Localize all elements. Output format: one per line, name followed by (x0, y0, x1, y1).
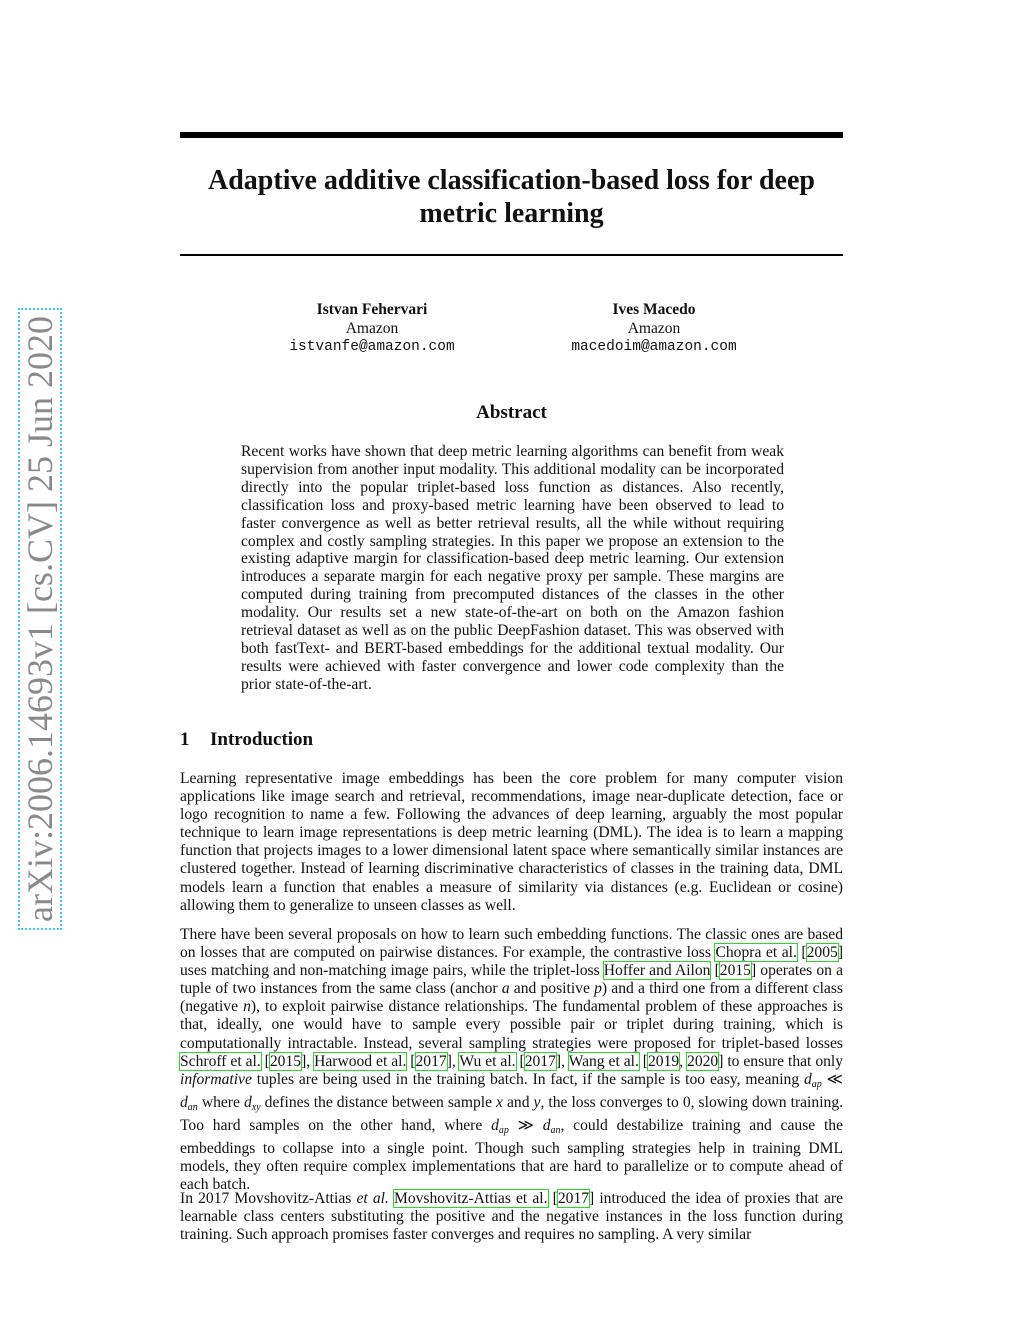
section-title: Introduction (210, 729, 314, 750)
author-name: Ives Macedo (612, 301, 696, 318)
author-1 (232, 300, 512, 357)
citation-link[interactable]: Wang et al. (568, 1052, 639, 1070)
citation-year-link[interactable]: 2017 (524, 1052, 556, 1070)
author-name: Istvan Fehervari (316, 301, 428, 318)
intro-paragraph-2: There have been several proposals on how to learn such embedding functions. The classic ones are based on losses that are computed on pairwise distances. For example, the contrastive loss Chopra et al. [2005] uses matching and non-matching image pairs, while the triplet-loss Hoffer and Ailon [2015] operates on a tuple of two instances from the same class (anchor a and positive p) and a third one from a different class (negative n), to exploit pairwise distance relationships. The fundamental problem of these approaches is that, ideally, one would have to sample every possible pair or triplet during training, which is computationally intractable. Instead, several sampling strategies were proposed for triplet-based losses Schroff et al. [2015], Harwood et al. [2017], Wu et al. [2017], Wang et al. [2019, 2020] to ensure that only informative tuples are being used in the training batch. In fact, if the sample is too easy, meaning $d_{ap}$ ≪ $d_{an}$ where $d_{xy}$ defines the distance between sample x and y, the loss converges to 0, slowing down training. Too hard samples on the other hand, where $d_{ap}$ ≫ $d_{an}$, could destabilize training and cause the embeddings to collapse into a single point. Though such sampling strategies help in training DML models, they often require complex implementations that are hard to parallelize or to compute ahead of each batch. (180, 926, 844, 1194)
author-2 (514, 300, 794, 357)
intro-paragraph-1: Learning representative image embeddings has been the core problem for many computer vision applications like image search and retrieval, recommendations, image near-duplicate detection, face or logo recognition to name a few. Following the advances of deep learning, arguably the most popular technique to learn image representations is deep metric learning (DML). The idea is to learn a mapping function that projects images to a lower dimensional latent space where semantically similar instances are clustered together. Instead of learning discriminative characteristics of classes in the training data, DML models learn a function that enables a measure of similarity via distances (e.g. Euclidean or cosine) allowing them to generalize to unseen classes as well. (180, 770, 843, 914)
citation-link[interactable]: Hoffer and Ailon (603, 962, 711, 980)
citation-link[interactable]: Harwood et al. (314, 1052, 407, 1070)
citation-year-link[interactable]: 2015 (269, 1052, 302, 1070)
citation-year-link[interactable]: 2017 (415, 1052, 447, 1070)
author-affiliation: Amazon (345, 320, 399, 337)
citation-link[interactable]: Chopra et al. (715, 944, 797, 962)
abstract-text: Recent works have shown that deep metric learning algorithms can benefit from weak supervision from another input modality. This additional modality can be incorporated directly into the popular triplet-based loss function as distances. Also recently, classification loss and proxy-based metric learning have been observed to lead to faster convergence as well as better retrieval results, all the while without requiring complex and costly sampling strategies. In this paper we propose an extension to the existing adaptive margin for classification-based deep metric learning. Our extension introduces a separate margin for each negative proxy per sample. These margins are computed during training from precomputed distances of the classes in the other modality. Our results set a new state-of-the-art on both on the Amazon fashion retrieval dataset as well as on the public DeepFashion dataset. This was observed with both fastText- and BERT-based embeddings for the additional textual modality. Our results were achieved with faster convergence and lower code complexity than the prior state-of-the-art. (241, 443, 784, 693)
citation-link[interactable]: Movshovitz-Attias et al. (393, 1190, 548, 1207)
arxiv-stamp[interactable]: arXiv:2006.14693v1 [cs.CV] 25 Jun 2020 (18, 308, 62, 930)
author-email[interactable]: istvanfe@amazon.com (289, 339, 455, 355)
intro-paragraph-3: In 2017 Movshovitz-Attias et al. Movshovitz-Attias et al. [2017] introduced the idea of proxies that are learnable class centers substituting the positive and the negative instances in the loss function during training. Such approach promises faster converges and requires no sampling. A very similar (180, 1190, 844, 1244)
citation-year-link[interactable]: 2015 (719, 962, 751, 980)
section-heading (180, 729, 313, 751)
citation-year-link[interactable]: 2020 (687, 1052, 719, 1070)
author-affiliation: Amazon (627, 320, 681, 337)
title-bottom-rule (180, 254, 843, 256)
section-number: 1 (180, 729, 190, 750)
citation-year-link[interactable]: 2017 (557, 1190, 590, 1207)
title-top-rule (180, 132, 843, 138)
abstract-heading: Abstract (476, 402, 547, 423)
citation-year-link[interactable]: 2019 (648, 1052, 680, 1070)
citation-year-link[interactable]: 2005 (806, 944, 838, 962)
citation-link[interactable]: Wu et al. (459, 1052, 516, 1070)
paper-title: Adaptive additive classification-based loss for deep metric learning (208, 165, 815, 229)
author-email[interactable]: macedoim@amazon.com (571, 339, 737, 355)
citation-link[interactable]: Schroff et al. (180, 1052, 261, 1070)
